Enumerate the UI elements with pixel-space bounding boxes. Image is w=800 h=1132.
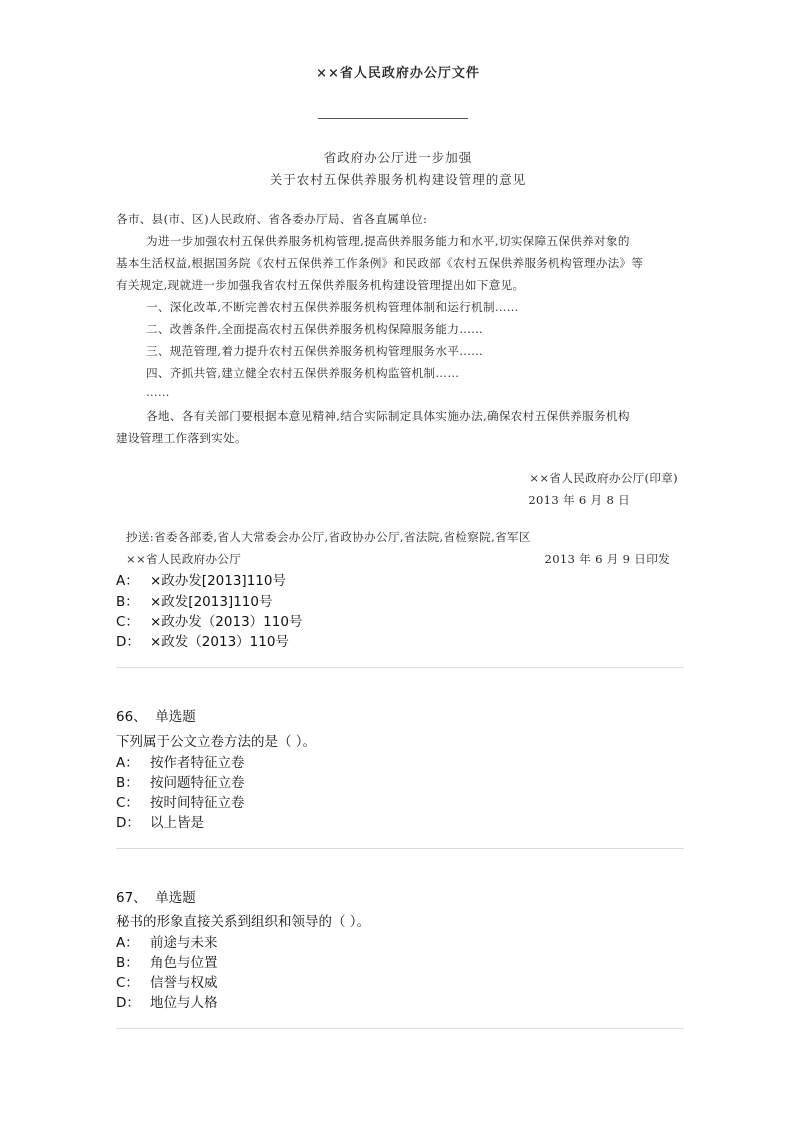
q67-option-d: D： 地位与人格	[116, 995, 218, 1011]
document-title-line2: 关于农村五保供养服务机构建设管理的意见	[269, 172, 527, 187]
q66-option-d: D： 以上皆是	[116, 815, 204, 831]
body-line: 建设管理工作落到实处。	[116, 431, 247, 445]
question-divider	[116, 1028, 684, 1029]
cc-line: 抄送:省委各部委,省人大常委会办公厅,省政协办公厅,省法院,省检察院,省军区	[126, 530, 531, 544]
question-divider	[116, 848, 684, 849]
body-line: ……	[146, 385, 170, 399]
document-title-line1: 省政府办公厅进一步加强	[323, 150, 473, 165]
q66-header	[116, 705, 196, 725]
scanned-document-image	[112, 52, 684, 572]
question-type: 单选题	[155, 890, 196, 906]
q65-option-c: C： ×政办发（2013）110号	[116, 614, 303, 630]
question-number: 66、	[116, 709, 147, 725]
salutation: 各市、县(市、区)人民政府、省各委办厅局、省各直属单位:	[116, 212, 428, 226]
signature: ××省人民政府办公厅(印章)	[529, 471, 678, 485]
question-divider	[116, 667, 684, 668]
sign-date: 2013 年 6 月 8 日	[528, 493, 630, 507]
issue-date: 2013 年 6 月 9 日印发	[544, 552, 670, 566]
q66-option-b: B： 按问题特征立卷	[116, 775, 245, 791]
q67-option-b: B： 角色与位置	[116, 955, 218, 971]
body-line: 基本生活权益,根据国务院《农村五保供养工作条例》和民政部《农村五保供养服务机构管理办法》等	[116, 256, 644, 270]
body-line: 各地、各有关部门要根据本意见精神,结合实际制定具体实施办法,确保农村五保供养服务机构	[146, 409, 630, 423]
q67-option-a: A： 前途与未来	[116, 935, 218, 951]
question-number: 67、	[116, 890, 147, 906]
issuer: ××省人民政府办公厅	[126, 552, 242, 566]
q66-option-c: C： 按时间特征立卷	[116, 795, 245, 811]
document-header: ××省人民政府办公厅文件	[316, 66, 480, 81]
question-type: 单选题	[155, 709, 196, 725]
q66-option-a: A： 按作者特征立卷	[116, 755, 245, 771]
header-rule	[318, 118, 468, 119]
q65-option-d: D： ×政发（2013）110号	[116, 634, 289, 650]
q67-stem: 秘书的形象直接关系到组织和领导的（ ）。	[116, 914, 371, 930]
q65-option-b: B： ×政发[2013]110号	[116, 594, 273, 610]
q67-header	[116, 886, 196, 906]
body-line: 有关规定,现就进一步加强我省农村五保供养服务机构建设管理提出如下意见。	[116, 278, 525, 292]
q67-option-c: C： 信誉与权威	[116, 975, 218, 991]
q66-stem: 下列属于公文立卷方法的是（ ）。	[116, 734, 317, 750]
body-line: 为进一步加强农村五保供养服务机构管理,提高供养服务能力和水平,切实保障五保供养对象的	[146, 234, 630, 248]
q65-option-a: A： ×政办发[2013]110号	[116, 573, 286, 589]
body-line: 一、深化改革,不断完善农村五保供养服务机构管理体制和运行机制……	[146, 300, 519, 314]
body-line: 二、改善条件,全面提高农村五保供养服务机构保障服务能力……	[146, 322, 484, 336]
body-line: 四、齐抓共管,建立健全农村五保供养服务机构监管机制……	[146, 366, 460, 380]
body-line: 三、规范管理,着力提升农村五保供养服务机构管理服务水平……	[146, 344, 484, 358]
